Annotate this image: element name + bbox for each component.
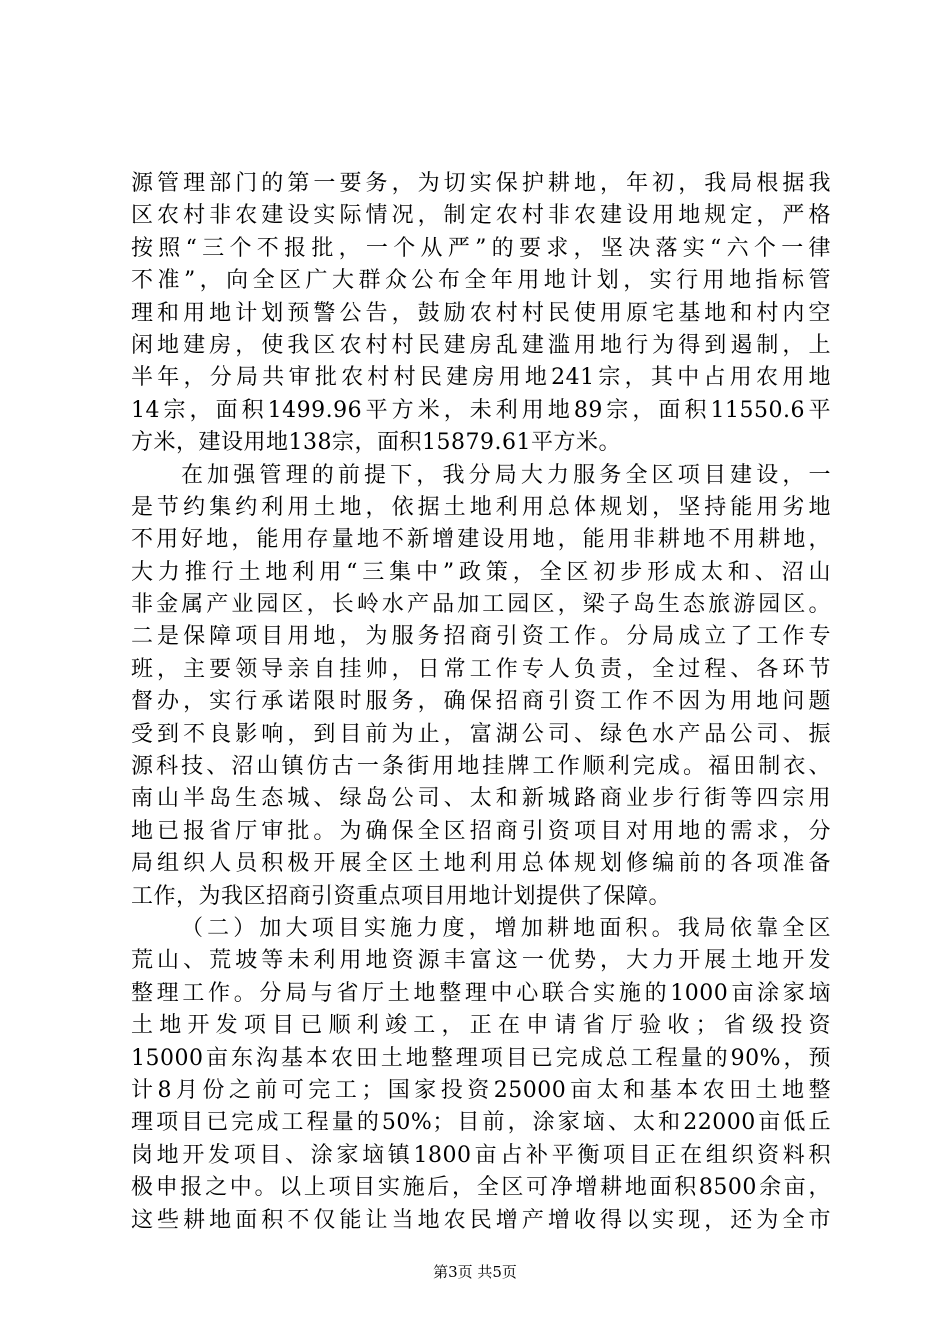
text-line: 区农村非农建设实际情况，制定农村非农建设用地规定，严格: [131, 203, 831, 229]
text-line: 理项目已完成工程量的50%；目前，涂家垴、太和22000亩低丘: [131, 1110, 831, 1136]
text-line: 这些耕地面积不仅能让当地农民增产增收得以实现，还为全市: [131, 1207, 831, 1233]
paragraph-first-line: 在加强管理的前提下，我分局大力服务全区项目建设，一: [181, 462, 831, 488]
text-line: 工作，为我区招商引资重点项目用地计划提供了保障。: [131, 883, 672, 909]
text-line: 半年，分局共审批农村村民建房用地241宗，其中占用农用地: [131, 365, 831, 391]
document-body: [131, 168, 831, 1237]
text-line: 局组织人员积极开展全区土地利用总体规划修编前的各项准备: [131, 851, 831, 877]
text-line: 荒山、荒坡等未利用地资源丰富这一优势，大力开展土地开发: [131, 948, 831, 974]
page-number-footer: 第3页 共5页: [433, 1263, 517, 1281]
text-line: 方米，建设用地138宗，面积15879.61平方米。: [131, 430, 621, 456]
text-line: 理和用地计划预警公告，鼓励农村村民使用原宅基地和村内空: [131, 300, 831, 326]
text-line: 大力推行土地利用“三集中”政策，全区初步形成太和、沼山: [131, 559, 831, 585]
text-line: 源科技、沼山镇仿古一条街用地挂牌工作顺利完成。福田制衣、: [131, 754, 831, 780]
paragraph-first-line: （二）加大项目实施力度，增加耕地面积。我局依靠全区: [181, 915, 831, 941]
text-line: 按照“三个不报批，一个从严”的要求，坚决落实“六个一律: [131, 235, 831, 261]
text-line: 二是保障项目用地，为服务招商引资工作。分局成立了工作专: [131, 624, 831, 650]
text-line: 不用好地，能用存量地不新增建设用地，能用非耕地不用耕地，: [131, 527, 831, 553]
text-line: 计8月份之前可完工；国家投资25000亩太和基本农田土地整: [131, 1077, 831, 1103]
text-line: 闲地建房，使我区农村村民建房乱建滥用地行为得到遏制，上: [131, 332, 831, 358]
text-line: 地已报省厅审批。为确保全区招商引资项目对用地的需求，分: [131, 818, 831, 844]
text-line: 是节约集约利用土地，依据土地利用总体规划，坚持能用劣地: [131, 494, 831, 520]
text-line: 源管理部门的第一要务，为切实保护耕地，年初，我局根据我: [131, 171, 831, 196]
text-line: 班，主要领导亲自挂帅，日常工作专人负责，全过程、各环节: [131, 656, 831, 682]
text-line: 极申报之中。以上项目实施后，全区可净增耕地面积8500余亩，: [131, 1175, 831, 1201]
text-line: 土地开发项目已顺利竣工，正在申请省厅验收；省级投资: [131, 1013, 831, 1039]
text-line: 整理工作。分局与省厅土地整理中心联合实施的1000亩涂家垴: [131, 980, 831, 1006]
text-line: 受到不良影响，到目前为止，富湖公司、绿色水产品公司、振: [131, 721, 831, 747]
text-line: 非金属产业园区，长岭水产品加工园区，梁子岛生态旅游园区。: [131, 592, 831, 618]
text-line: 15000亩东沟基本农田土地整理项目已完成总工程量的90%，预: [131, 1045, 831, 1071]
text-line: 南山半岛生态城、绿岛公司、太和新城路商业步行街等四宗用: [131, 786, 831, 812]
text-line: 不准”，向全区广大群众公布全年用地计划，实行用地指标管: [131, 268, 831, 294]
text-line: 岗地开发项目、涂家垴镇1800亩占补平衡项目正在组织资料积: [131, 1142, 831, 1168]
text-line: 督办，实行承诺限时服务，确保招商引资工作不因为用地问题: [131, 689, 831, 715]
text-line: 14宗，面积1499.96平方米，未利用地89宗，面积11550.6平: [131, 397, 831, 423]
